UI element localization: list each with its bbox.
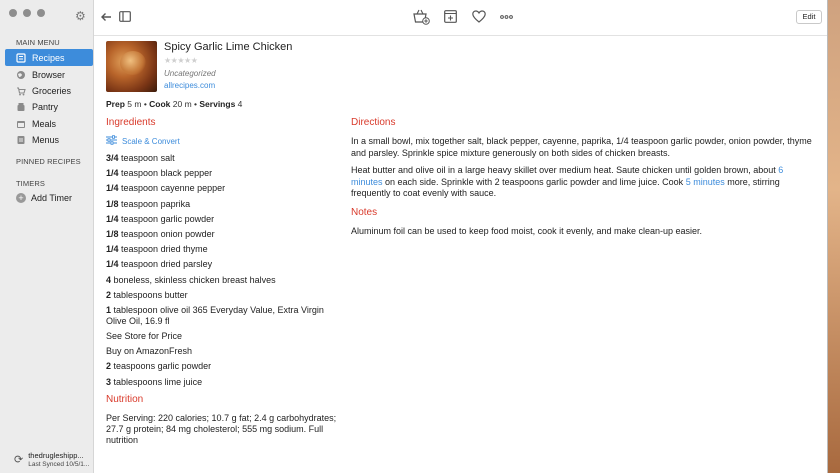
ingredient-item[interactable] — [106, 331, 341, 342]
timer-link-5-minutes[interactable]: 5 minutes — [685, 176, 725, 187]
sidebar-item-pantry[interactable] — [5, 98, 93, 115]
gear-icon[interactable]: ⚙ — [75, 9, 86, 23]
ingredient-item[interactable] — [106, 305, 341, 327]
sidebar-item-label: Groceries — [32, 85, 72, 96]
ingredient-text: teaspoon dried parsley — [121, 259, 213, 270]
directions-heading: Directions — [351, 117, 396, 128]
ingredient-qty: 3 — [106, 376, 112, 387]
ingredient-item[interactable] — [106, 214, 341, 225]
sidebar — [0, 0, 94, 473]
ingredient-item[interactable] — [106, 229, 341, 240]
plus-icon: + — [16, 193, 26, 203]
ingredient-qty: 2 — [106, 289, 112, 300]
sidebar-item-label: Pantry — [32, 101, 59, 112]
ingredient-text: boneless, skinless chicken breast halves — [113, 274, 276, 285]
servings-value: 4 — [237, 99, 243, 109]
nutrition-text: Per Serving: 220 calories; 10.7 g fat; 2.4 g carbohydrates; 27.7 g protein; 84 mg cholesterol; 555 mg sodium. Full nutrition — [106, 413, 337, 445]
close-window-button[interactable] — [9, 9, 17, 17]
sidebar-item-recipes[interactable] — [5, 49, 93, 66]
direction-text: Heat butter and olive oil in a large heavy skillet over medium heat. Saute chicken until golden brown, about — [351, 165, 779, 175]
ingredient-item[interactable] — [106, 361, 341, 372]
calendar-icon — [16, 119, 26, 129]
ingredient-item[interactable] — [106, 199, 341, 210]
window-controls — [9, 9, 45, 17]
sync-status[interactable] — [14, 451, 89, 468]
ingredient-text: teaspoon salt — [121, 153, 175, 163]
ingredient-text: See Store for Price — [106, 331, 183, 342]
ingredient-qty: 1/4 — [106, 244, 119, 255]
ingredient-item[interactable] — [106, 183, 341, 194]
direction-step-1: In a small bowl, mix together salt, black pepper, cayenne, paprika, 1/4 teaspoon garlic powder, onion powder, thyme and parsley. Sprinkle spice mixture generously on both sides of chicken breasts. — [351, 136, 812, 158]
recipe-detail — [94, 36, 828, 473]
ingredient-qty: 2 — [106, 361, 112, 372]
recipes-icon — [16, 53, 26, 63]
timer-link-6-minutes[interactable]: 6 minutes — [351, 165, 784, 187]
cart-icon — [16, 86, 26, 96]
main-menu-title: MAIN MENU — [16, 38, 60, 47]
scale-convert-label: Scale & Convert — [122, 136, 180, 146]
sync-icon: ⟳ — [14, 454, 24, 466]
scale-convert-button[interactable] — [106, 135, 180, 147]
ingredient-item[interactable] — [106, 168, 341, 179]
ingredient-item[interactable] — [106, 259, 341, 270]
ingredients-list — [106, 153, 341, 392]
sidebar-item-menus[interactable] — [5, 131, 93, 148]
ingredient-qty: 1/8 — [106, 198, 119, 209]
rating-stars[interactable]: ★★★★★ — [164, 56, 198, 65]
sidebar-item-label: Meals — [32, 118, 57, 129]
zoom-window-button[interactable] — [37, 9, 45, 17]
more-options-icon[interactable] — [500, 11, 513, 25]
ingredient-qty: 1 — [106, 304, 112, 315]
ingredient-qty: 4 — [106, 274, 112, 285]
ingredient-item[interactable] — [106, 290, 341, 301]
recipe-times: Prep 5 m • Cook 20 m • Servings 4 — [106, 99, 243, 109]
sidebar-item-label: Browser — [32, 69, 66, 80]
sidebar-item-meals[interactable] — [5, 115, 93, 132]
add-timer-button[interactable] — [16, 193, 72, 203]
notes-heading: Notes — [351, 207, 378, 218]
recipe-source-link[interactable]: allrecipes.com — [164, 81, 216, 90]
ingredient-qty: 3/4 — [106, 153, 119, 163]
prep-label: Prep — [106, 99, 125, 109]
ingredient-qty: 1/4 — [106, 168, 119, 179]
recipe-category: Uncategorized — [164, 69, 216, 78]
direction-text: on each side. Sprinkle with 2 teaspoons garlic powder and lime juice. Cook — [382, 176, 686, 187]
ingredients-heading: Ingredients — [106, 117, 156, 128]
ingredient-text: teaspoon onion powder — [121, 228, 215, 239]
nutrition-heading: Nutrition — [106, 394, 144, 405]
prep-value: 5 m — [127, 99, 142, 109]
ingredient-text: teaspoon paprika — [121, 198, 191, 209]
notes-text: Aluminum foil can be used to keep food moist, cook it evenly, and make clean-up easier. — [351, 226, 703, 236]
minimize-window-button[interactable] — [23, 9, 31, 17]
ingredient-item[interactable] — [106, 377, 341, 388]
recipe-title: Spicy Garlic Lime Chicken — [164, 41, 293, 53]
sliders-icon — [106, 135, 117, 147]
back-arrow-icon[interactable] — [100, 11, 112, 25]
desktop-background — [828, 0, 840, 473]
pinned-recipes-title: PINNED RECIPES — [16, 157, 81, 166]
ingredient-text: teaspoons garlic powder — [113, 361, 212, 372]
ingredient-text: teaspoon black pepper — [121, 168, 213, 179]
recipe-photo[interactable] — [106, 41, 157, 92]
sidebar-item-label: Menus — [32, 134, 60, 145]
ingredient-text: tablespoons lime juice — [113, 376, 203, 387]
cook-label: Cook — [149, 99, 171, 109]
menu-icon — [16, 135, 26, 145]
cook-value: 20 m — [172, 99, 192, 109]
servings-label: Servings — [199, 99, 236, 109]
add-timer-label: Add Timer — [31, 193, 73, 203]
sidebar-item-browser[interactable] — [5, 66, 93, 83]
globe-icon — [16, 70, 26, 80]
ingredient-item[interactable] — [106, 346, 341, 357]
sync-date: Last Synced 10/5/1... — [28, 461, 90, 468]
ingredient-text: tablespoon olive oil 365 Everyday Value, Extra Virgin Olive Oil, 16.9 fl — [106, 304, 324, 326]
add-to-meal-plan-icon[interactable] — [444, 10, 457, 25]
ingredient-qty: 1/8 — [106, 228, 119, 239]
ingredient-item[interactable] — [106, 275, 341, 286]
pantry-icon — [16, 102, 26, 112]
sidebar-item-label: Recipes — [32, 52, 65, 63]
sidebar-item-groceries[interactable] — [5, 82, 93, 99]
add-to-groceries-icon[interactable] — [412, 8, 430, 27]
edit-button[interactable]: Edit — [796, 10, 822, 24]
direction-step-2 — [351, 165, 816, 200]
ingredient-qty: 1/4 — [106, 213, 119, 224]
ingredient-item[interactable] — [106, 244, 341, 255]
ingredient-text: teaspoon garlic powder — [121, 213, 215, 224]
ingredient-text: Buy on AmazonFresh — [106, 346, 193, 357]
ingredient-text: tablespoons butter — [113, 289, 188, 300]
sidebar-toggle-icon[interactable] — [119, 11, 131, 24]
ingredient-text: teaspoon dried thyme — [121, 244, 208, 255]
ingredient-item[interactable] — [106, 153, 341, 164]
favorite-heart-icon[interactable] — [472, 10, 486, 25]
ingredient-qty: 1/4 — [106, 183, 119, 194]
sync-account-name: thedrugleshipp... — [28, 451, 84, 460]
ingredient-qty: 1/4 — [106, 259, 119, 270]
toolbar — [94, 0, 828, 36]
direction-text: more, stirring frequently to coat evenly with sauce. — [351, 176, 780, 198]
timers-title: TIMERS — [16, 179, 45, 188]
ingredient-text: teaspoon cayenne pepper — [121, 183, 226, 194]
